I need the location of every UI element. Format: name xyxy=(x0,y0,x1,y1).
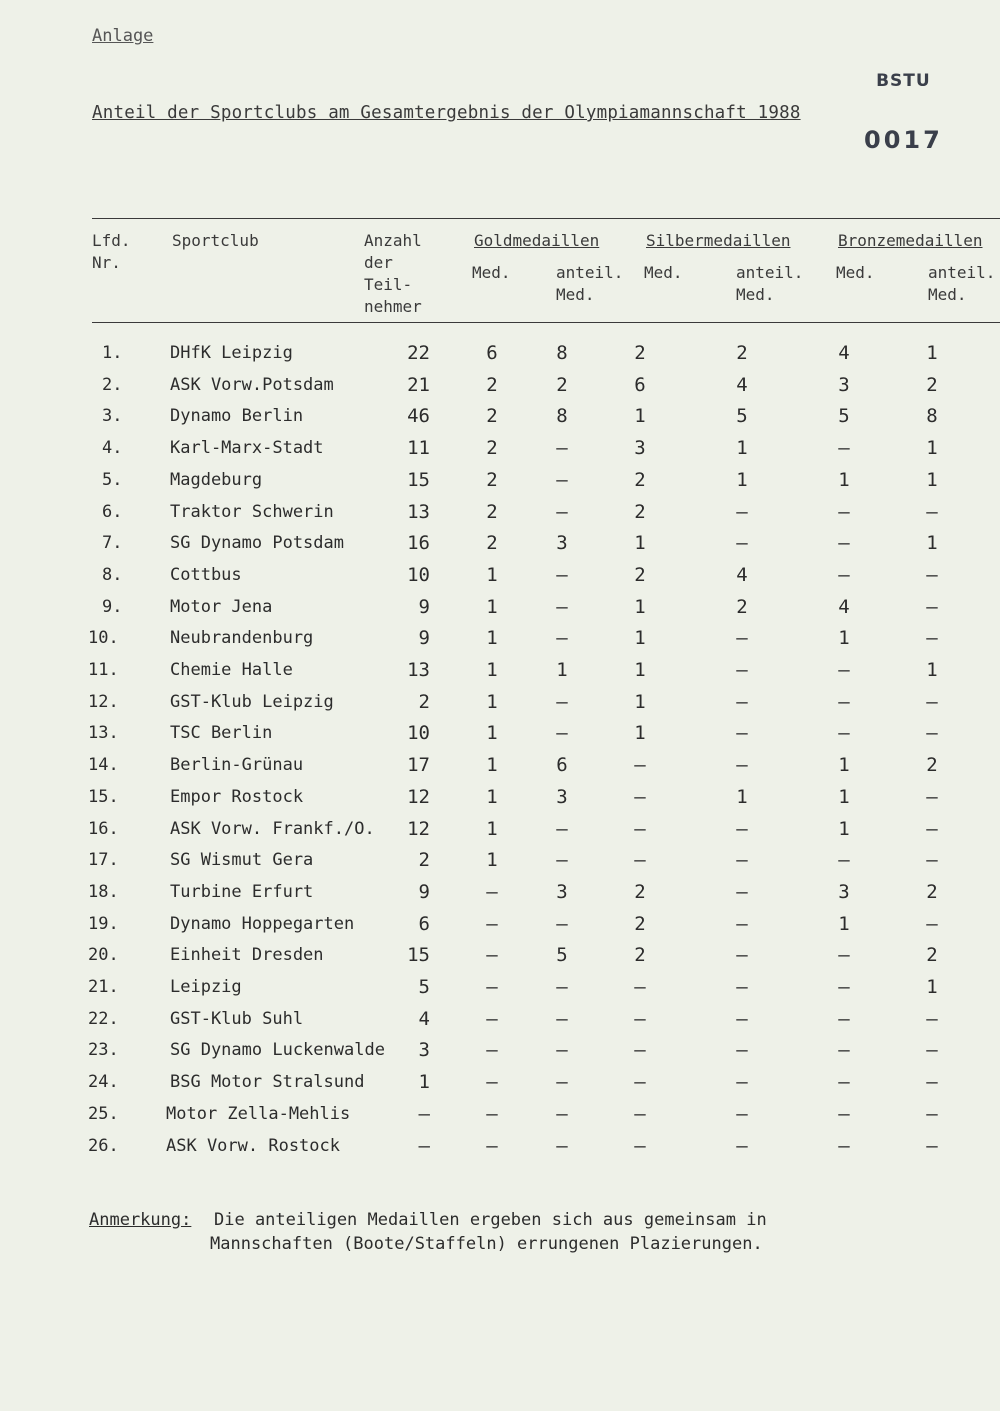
bronze-anteil-value: – xyxy=(926,596,938,618)
gold-med-value: 1 xyxy=(486,849,498,871)
row-number: 3. xyxy=(102,406,123,426)
gold-med-value: 1 xyxy=(486,754,498,776)
club-name: Einheit Dresden xyxy=(170,945,324,965)
silber-med-value: – xyxy=(634,1103,646,1125)
silber-med-value: – xyxy=(634,849,646,871)
teilnehmer-count: 11 xyxy=(407,437,430,459)
silber-med-value: – xyxy=(634,1039,646,1061)
bronze-anteil-value: 2 xyxy=(926,881,938,903)
bronze-med-value: 1 xyxy=(838,913,850,935)
gold-med-value: 2 xyxy=(486,374,498,396)
bronze-med-value: – xyxy=(838,1008,850,1030)
bronze-anteil-value: 1 xyxy=(926,437,938,459)
club-name: Traktor Schwerin xyxy=(170,502,334,522)
club-name: Magdeburg xyxy=(170,470,263,490)
club-name: Leipzig xyxy=(170,977,242,997)
bronze-med-value: 4 xyxy=(838,596,850,618)
silber-med-value: – xyxy=(634,786,646,808)
silber-med-value: – xyxy=(634,976,646,998)
silber-med-value: 2 xyxy=(634,913,646,935)
header-bronze-anteil: anteil. Med. xyxy=(928,263,996,304)
row-number: 5. xyxy=(102,470,123,490)
header-bronze-med: Med. xyxy=(836,263,875,282)
bronze-med-value: 1 xyxy=(838,786,850,808)
silber-med-value: – xyxy=(634,1008,646,1030)
silber-anteil-value: – xyxy=(736,1039,748,1061)
teilnehmer-count: 15 xyxy=(407,944,430,966)
club-name: Karl-Marx-Stadt xyxy=(170,438,324,458)
silber-anteil-value: – xyxy=(736,1008,748,1030)
row-number: 6. xyxy=(102,502,123,522)
gold-med-value: 1 xyxy=(486,818,498,840)
row-number: 15. xyxy=(88,787,119,807)
row-number: 17. xyxy=(88,850,119,870)
teilnehmer-count: 6 xyxy=(418,913,430,935)
gold-anteil-value: – xyxy=(556,469,568,491)
silber-anteil-value: – xyxy=(736,532,748,554)
bronze-anteil-value: 1 xyxy=(926,469,938,491)
bronze-anteil-value: 2 xyxy=(926,944,938,966)
bronze-anteil-value: – xyxy=(926,501,938,523)
silber-anteil-value: 4 xyxy=(736,374,748,396)
header-bronze: Bronzemedaillen xyxy=(838,231,983,250)
teilnehmer-count: 15 xyxy=(407,469,430,491)
note-label: Anmerkung: xyxy=(89,1210,192,1230)
row-number: 11. xyxy=(88,660,119,680)
bronze-anteil-value: – xyxy=(926,1071,938,1093)
header-gold-med: Med. xyxy=(472,263,511,282)
bronze-med-value: – xyxy=(838,722,850,744)
gold-anteil-value: – xyxy=(556,1135,568,1157)
bronze-med-value: – xyxy=(838,659,850,681)
row-number: 12. xyxy=(88,692,119,712)
bronze-anteil-value: – xyxy=(926,818,938,840)
bronze-anteil-value: – xyxy=(926,1039,938,1061)
teilnehmer-count: 9 xyxy=(418,596,430,618)
silber-anteil-value: – xyxy=(736,627,748,649)
teilnehmer-count: 12 xyxy=(407,818,430,840)
gold-anteil-value: 2 xyxy=(556,374,568,396)
club-name: GST-Klub Leipzig xyxy=(170,692,334,712)
teilnehmer-count: 1 xyxy=(418,1071,430,1093)
teilnehmer-count: – xyxy=(418,1103,430,1125)
gold-anteil-value: – xyxy=(556,691,568,713)
silber-anteil-value: – xyxy=(736,1103,748,1125)
silber-anteil-value: – xyxy=(736,691,748,713)
gold-med-value: – xyxy=(486,1135,498,1157)
bronze-anteil-value: 1 xyxy=(926,342,938,364)
bronze-anteil-value: – xyxy=(926,722,938,744)
teilnehmer-count: 2 xyxy=(418,849,430,871)
header-gold: Goldmedaillen xyxy=(474,231,600,250)
bronze-anteil-value: – xyxy=(926,564,938,586)
silber-anteil-value: – xyxy=(736,722,748,744)
anlage-label: Anlage xyxy=(92,26,154,46)
silber-anteil-value: 1 xyxy=(736,786,748,808)
gold-med-value: – xyxy=(486,881,498,903)
silber-med-value: – xyxy=(634,818,646,840)
bronze-med-value: – xyxy=(838,532,850,554)
row-number: 16. xyxy=(88,819,119,839)
gold-anteil-value: – xyxy=(556,501,568,523)
bronze-anteil-value: 1 xyxy=(926,532,938,554)
club-name: ASK Vorw.Potsdam xyxy=(170,375,334,395)
bronze-med-value: 1 xyxy=(838,469,850,491)
bronze-anteil-value: 2 xyxy=(926,754,938,776)
row-number: 26. xyxy=(88,1136,119,1156)
bronze-med-value: – xyxy=(838,1135,850,1157)
silber-anteil-value: – xyxy=(736,944,748,966)
gold-anteil-value: – xyxy=(556,1103,568,1125)
gold-med-value: 1 xyxy=(486,596,498,618)
club-name: SG Wismut Gera xyxy=(170,850,314,870)
teilnehmer-count: 21 xyxy=(407,374,430,396)
silber-med-value: – xyxy=(634,1135,646,1157)
silber-anteil-value: – xyxy=(736,501,748,523)
bronze-anteil-value: 2 xyxy=(926,374,938,396)
bronze-med-value: – xyxy=(838,437,850,459)
gold-med-value: – xyxy=(486,944,498,966)
gold-anteil-value: – xyxy=(556,913,568,935)
silber-med-value: 1 xyxy=(634,659,646,681)
club-name: Chemie Halle xyxy=(170,660,293,680)
club-name: Berlin-Grünau xyxy=(170,755,304,775)
gold-med-value: 2 xyxy=(486,469,498,491)
header-silber-anteil: anteil. Med. xyxy=(736,263,804,304)
row-number: 2. xyxy=(102,375,123,395)
club-name: SG Dynamo Luckenwalde xyxy=(170,1040,385,1060)
gold-anteil-value: – xyxy=(556,437,568,459)
bronze-med-value: 1 xyxy=(838,627,850,649)
gold-anteil-value: – xyxy=(556,596,568,618)
gold-med-value: 6 xyxy=(486,342,498,364)
silber-anteil-value: – xyxy=(736,976,748,998)
silber-anteil-value: – xyxy=(736,818,748,840)
header-silber: Silbermedaillen xyxy=(646,231,791,250)
bronze-med-value: – xyxy=(838,501,850,523)
silber-med-value: 2 xyxy=(634,501,646,523)
gold-med-value: 1 xyxy=(486,627,498,649)
gold-med-value: 1 xyxy=(486,564,498,586)
row-number: 8. xyxy=(102,565,123,585)
gold-med-value: 1 xyxy=(486,691,498,713)
teilnehmer-count: 2 xyxy=(418,691,430,713)
silber-anteil-value: – xyxy=(736,849,748,871)
bronze-med-value: 3 xyxy=(838,881,850,903)
bronze-med-value: 1 xyxy=(838,754,850,776)
gold-med-value: 1 xyxy=(486,659,498,681)
bronze-anteil-value: 1 xyxy=(926,976,938,998)
club-name: BSG Motor Stralsund xyxy=(170,1072,365,1092)
row-number: 25. xyxy=(88,1104,119,1124)
row-number: 13. xyxy=(88,723,119,743)
row-number: 18. xyxy=(88,882,119,902)
header-lfd-nr: Lfd. Nr. xyxy=(92,231,131,272)
teilnehmer-count: 10 xyxy=(407,564,430,586)
club-name: Turbine Erfurt xyxy=(170,882,314,902)
row-number: 24. xyxy=(88,1072,119,1092)
gold-med-value: – xyxy=(486,976,498,998)
bronze-anteil-value: – xyxy=(926,786,938,808)
bronze-med-value: – xyxy=(838,691,850,713)
teilnehmer-count: 9 xyxy=(418,627,430,649)
silber-med-value: – xyxy=(634,1071,646,1093)
gold-anteil-value: – xyxy=(556,627,568,649)
row-number: 10. xyxy=(88,628,119,648)
gold-anteil-value: 8 xyxy=(556,405,568,427)
club-name: ASK Vorw. Rostock xyxy=(166,1136,340,1156)
teilnehmer-count: – xyxy=(418,1135,430,1157)
bronze-med-value: 3 xyxy=(838,374,850,396)
row-number: 20. xyxy=(88,945,119,965)
gold-anteil-value: 3 xyxy=(556,786,568,808)
silber-anteil-value: 1 xyxy=(736,437,748,459)
silber-med-value: 2 xyxy=(634,469,646,491)
gold-med-value: – xyxy=(486,913,498,935)
bronze-anteil-value: – xyxy=(926,691,938,713)
bronze-anteil-value: 8 xyxy=(926,405,938,427)
silber-anteil-value: – xyxy=(736,913,748,935)
gold-med-value: – xyxy=(486,1039,498,1061)
note-line2: Mannschaften (Boote/Staffeln) errungenen Plazierungen. xyxy=(210,1234,763,1254)
silber-anteil-value: – xyxy=(736,1135,748,1157)
gold-med-value: – xyxy=(486,1103,498,1125)
gold-anteil-value: 3 xyxy=(556,532,568,554)
gold-anteil-value: 6 xyxy=(556,754,568,776)
club-name: TSC Berlin xyxy=(170,723,273,743)
silber-med-value: 2 xyxy=(634,881,646,903)
silber-anteil-value: – xyxy=(736,1071,748,1093)
note-line1: Die anteiligen Medaillen ergeben sich aus gemeinsam in xyxy=(214,1210,767,1230)
gold-anteil-value: 8 xyxy=(556,342,568,364)
gold-anteil-value: – xyxy=(556,1071,568,1093)
bronze-med-value: – xyxy=(838,564,850,586)
gold-anteil-value: 5 xyxy=(556,944,568,966)
bronze-med-value: 5 xyxy=(838,405,850,427)
club-name: DHfK Leipzig xyxy=(170,343,293,363)
bronze-anteil-value: – xyxy=(926,1135,938,1157)
gold-med-value: – xyxy=(486,1071,498,1093)
silber-med-value: 6 xyxy=(634,374,646,396)
silber-anteil-value: 2 xyxy=(736,596,748,618)
gold-med-value: 1 xyxy=(486,722,498,744)
gold-anteil-value: – xyxy=(556,1008,568,1030)
gold-anteil-value: – xyxy=(556,976,568,998)
silber-med-value: 3 xyxy=(634,437,646,459)
bronze-med-value: – xyxy=(838,944,850,966)
gold-med-value: 2 xyxy=(486,501,498,523)
bronze-med-value: – xyxy=(838,976,850,998)
silber-med-value: 2 xyxy=(634,564,646,586)
gold-anteil-value: 3 xyxy=(556,881,568,903)
teilnehmer-count: 4 xyxy=(418,1008,430,1030)
silber-med-value: 1 xyxy=(634,627,646,649)
bronze-med-value: 4 xyxy=(838,342,850,364)
teilnehmer-count: 12 xyxy=(407,786,430,808)
header-silber-med: Med. xyxy=(644,263,683,282)
header-gold-anteil: anteil. Med. xyxy=(556,263,624,304)
club-name: SG Dynamo Potsdam xyxy=(170,533,344,553)
gold-anteil-value: – xyxy=(556,722,568,744)
teilnehmer-count: 3 xyxy=(418,1039,430,1061)
gold-med-value: – xyxy=(486,1008,498,1030)
teilnehmer-count: 5 xyxy=(418,976,430,998)
row-number: 21. xyxy=(88,977,119,997)
club-name: Motor Zella-Mehlis xyxy=(166,1104,351,1124)
row-number: 23. xyxy=(88,1040,119,1060)
gold-med-value: 1 xyxy=(486,786,498,808)
row-number: 22. xyxy=(88,1009,119,1029)
silber-med-value: 2 xyxy=(634,944,646,966)
club-name: GST-Klub Suhl xyxy=(170,1009,304,1029)
row-number: 4. xyxy=(102,438,123,458)
gold-anteil-value: – xyxy=(556,849,568,871)
row-number: 1. xyxy=(102,343,123,363)
club-name: Dynamo Hoppegarten xyxy=(170,914,355,934)
gold-med-value: 2 xyxy=(486,532,498,554)
gold-anteil-value: 1 xyxy=(556,659,568,681)
teilnehmer-count: 9 xyxy=(418,881,430,903)
teilnehmer-count: 16 xyxy=(407,532,430,554)
club-name: Cottbus xyxy=(170,565,242,585)
stamp-line2: 0017 xyxy=(864,126,943,154)
club-name: Neubrandenburg xyxy=(170,628,314,648)
bronze-med-value: – xyxy=(838,1071,850,1093)
bronze-med-value: – xyxy=(838,1103,850,1125)
row-number: 14. xyxy=(88,755,119,775)
bronze-med-value: – xyxy=(838,849,850,871)
header-teilnehmer: Anzahl der Teil- nehmer xyxy=(364,231,422,316)
club-name: Empor Rostock xyxy=(170,787,304,807)
silber-med-value: 1 xyxy=(634,532,646,554)
teilnehmer-count: 46 xyxy=(407,405,430,427)
row-number: 7. xyxy=(102,533,123,553)
gold-anteil-value: – xyxy=(556,564,568,586)
gold-med-value: 2 xyxy=(486,405,498,427)
bronze-anteil-value: – xyxy=(926,1008,938,1030)
silber-anteil-value: – xyxy=(736,881,748,903)
silber-med-value: 1 xyxy=(634,722,646,744)
bronze-anteil-value: – xyxy=(926,849,938,871)
teilnehmer-count: 10 xyxy=(407,722,430,744)
silber-med-value: 1 xyxy=(634,691,646,713)
gold-anteil-value: – xyxy=(556,1039,568,1061)
bronze-anteil-value: – xyxy=(926,627,938,649)
row-number: 9. xyxy=(102,597,123,617)
silber-anteil-value: – xyxy=(736,659,748,681)
header-bottom-rule xyxy=(92,322,1000,323)
row-number: 19. xyxy=(88,914,119,934)
silber-anteil-value: 4 xyxy=(736,564,748,586)
bronze-med-value: 1 xyxy=(838,818,850,840)
teilnehmer-count: 17 xyxy=(407,754,430,776)
bronze-med-value: – xyxy=(838,1039,850,1061)
silber-med-value: – xyxy=(634,754,646,776)
club-name: Dynamo Berlin xyxy=(170,406,304,426)
teilnehmer-count: 13 xyxy=(407,659,430,681)
silber-anteil-value: 5 xyxy=(736,405,748,427)
gold-med-value: 2 xyxy=(486,437,498,459)
silber-med-value: 1 xyxy=(634,596,646,618)
silber-anteil-value: 1 xyxy=(736,469,748,491)
club-name: Motor Jena xyxy=(170,597,273,617)
teilnehmer-count: 13 xyxy=(407,501,430,523)
club-name: ASK Vorw. Frankf./O. xyxy=(170,819,375,839)
page-title: Anteil der Sportclubs am Gesamtergebnis der Olympiamannschaft 1988 xyxy=(92,103,801,123)
header-top-rule xyxy=(92,218,1000,219)
archive-stamp xyxy=(864,34,943,171)
silber-anteil-value: – xyxy=(736,754,748,776)
stamp-line1: BSTU xyxy=(876,71,931,91)
gold-anteil-value: – xyxy=(556,818,568,840)
silber-anteil-value: 2 xyxy=(736,342,748,364)
teilnehmer-count: 22 xyxy=(407,342,430,364)
silber-med-value: 2 xyxy=(634,342,646,364)
header-sportclub: Sportclub xyxy=(172,231,259,250)
bronze-anteil-value: – xyxy=(926,1103,938,1125)
silber-med-value: 1 xyxy=(634,405,646,427)
bronze-anteil-value: 1 xyxy=(926,659,938,681)
bronze-anteil-value: – xyxy=(926,913,938,935)
